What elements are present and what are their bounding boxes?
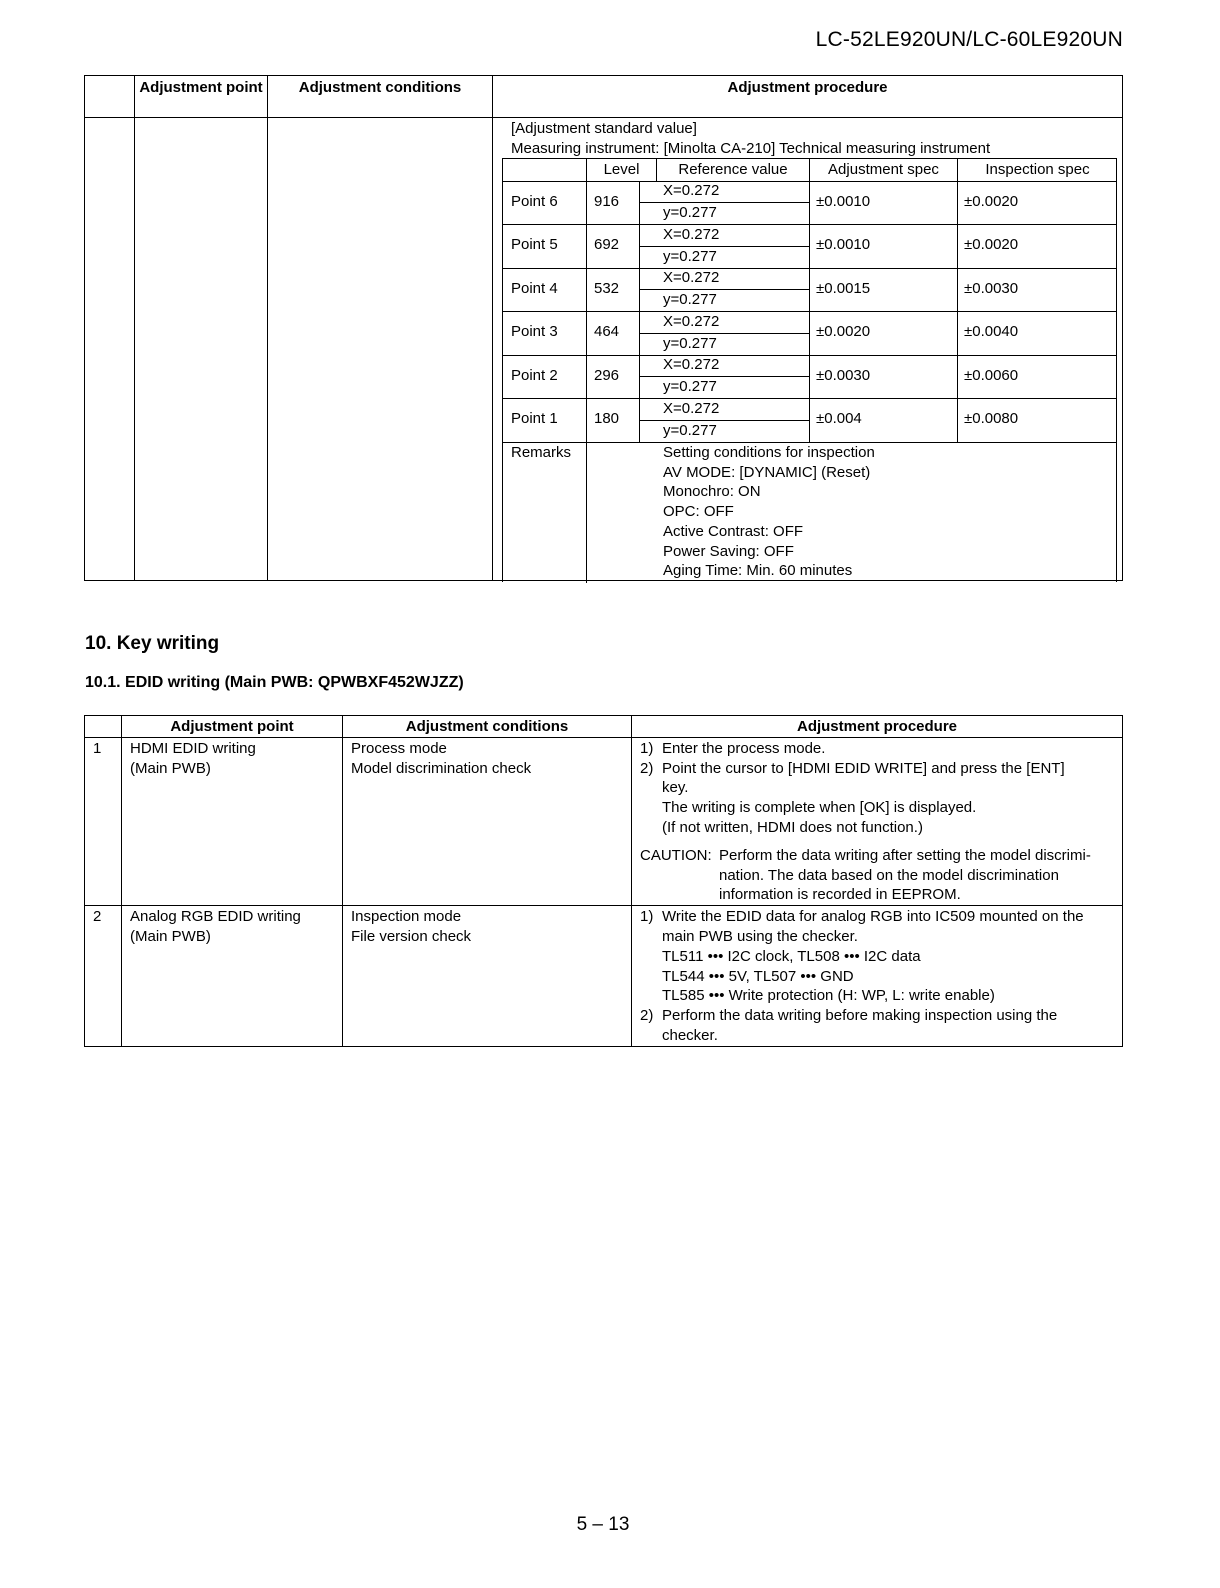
- remark-line: Active Contrast: OFF: [663, 522, 804, 540]
- level-value: 180: [594, 410, 620, 427]
- step-line: TL585 ••• Write protection (H: WP, L: write enable): [662, 987, 995, 1005]
- header-adjustment-conditions: Adjustment conditions: [298, 79, 462, 96]
- step-line: key.: [662, 779, 689, 797]
- point-line: Analog RGB EDID writing: [130, 908, 301, 926]
- point-line: (Main PWB): [130, 927, 211, 945]
- header-adjustment-procedure: Adjustment procedure: [727, 79, 888, 96]
- adjustment-conditions-cell: [343, 737, 632, 905]
- condition-line: Process mode: [351, 739, 447, 757]
- section-title: 10. Key writing: [85, 633, 220, 654]
- table-header-row: [85, 716, 1123, 738]
- divider: [586, 159, 587, 583]
- table-row: [85, 906, 1123, 1047]
- inspection-spec-value: ±0.0040: [964, 323, 1019, 340]
- reference-y: y=0.277: [663, 291, 717, 308]
- level-value: 916: [594, 193, 620, 210]
- condition-line: Model discrimination check: [351, 759, 532, 777]
- inspection-spec-value: ±0.0030: [964, 280, 1019, 297]
- divider: [957, 159, 958, 442]
- edid-writing-table: [84, 715, 1123, 1047]
- adjustment-table: [84, 75, 1123, 581]
- divider: [134, 76, 135, 580]
- standard-value-block: [511, 119, 990, 159]
- adjustment-spec-value: ±0.0015: [816, 280, 871, 297]
- caution-label: CAUTION:: [640, 846, 712, 864]
- step-line: TL511 ••• I2C clock, TL508 ••• I2C data: [662, 947, 921, 965]
- step-number: 2): [640, 759, 654, 777]
- inspection-spec-value: ±0.0020: [964, 236, 1019, 253]
- reference-y: y=0.277: [663, 204, 717, 221]
- model-number: LC-52LE920UN/LC-60LE920UN: [815, 28, 1123, 51]
- header-adjustment-procedure: Adjustment procedure: [632, 716, 1123, 738]
- adjustment-point-cell: [122, 906, 343, 1047]
- adjustment-spec-value: ±0.0020: [816, 323, 871, 340]
- point-label: Point 5: [511, 236, 558, 253]
- remarks-label: Remarks: [511, 444, 572, 461]
- point-line: (Main PWB): [130, 759, 211, 777]
- level-value: 296: [594, 367, 620, 384]
- divider: [267, 76, 268, 580]
- adjustment-spec-value: ±0.0030: [816, 367, 871, 384]
- section-subtitle: 10.1. EDID writing (Main PWB: QPWBXF452WJZZ): [85, 674, 464, 691]
- inspection-spec-value: ±0.0080: [964, 410, 1019, 427]
- reference-x: X=0.272: [663, 400, 720, 417]
- col-reference-value: Reference value: [678, 161, 788, 178]
- procedure-step: [640, 739, 1115, 759]
- step-line: Point the cursor to [HDMI EDID WRITE] and press the [ENT]: [662, 759, 1065, 777]
- caution-line: nation. The data based on the model discrimination: [719, 866, 1059, 884]
- divider: [503, 268, 1116, 269]
- row-number: 2: [85, 906, 122, 1047]
- divider: [492, 76, 493, 580]
- adjustment-procedure-cell: [632, 906, 1123, 1047]
- adjustment-procedure-cell: [632, 737, 1123, 905]
- procedure-step: [640, 907, 1115, 1006]
- col-inspection-spec: Inspection spec: [985, 161, 1090, 178]
- procedure-step: [640, 759, 1115, 838]
- caution-note: [640, 846, 1115, 905]
- header-number: [85, 716, 122, 738]
- caution-line: Perform the data writing after setting the model discrimi-: [719, 846, 1091, 864]
- adjustment-spec-value: ±0.0010: [816, 193, 871, 210]
- col-adjustment-spec: Adjustment spec: [828, 161, 939, 178]
- reference-y: y=0.277: [663, 335, 717, 352]
- point-label: Point 3: [511, 323, 558, 340]
- step-line: Perform the data writing before making inspection using the: [662, 1007, 1058, 1025]
- remark-line: Setting conditions for inspection: [663, 444, 875, 461]
- divider: [503, 398, 1116, 399]
- divider: [503, 224, 1116, 225]
- inspection-spec-value: ±0.0060: [964, 367, 1019, 384]
- point-label: Point 4: [511, 280, 558, 297]
- remark-line: Monochro: ON: [663, 483, 761, 501]
- divider: [503, 311, 1116, 312]
- divider: [809, 159, 810, 442]
- caution-line: information is recorded in EEPROM.: [719, 886, 961, 904]
- standard-value-table: [502, 158, 1117, 582]
- standard-title: [Adjustment standard value]: [511, 120, 697, 137]
- step-line: main PWB using the checker.: [662, 927, 858, 945]
- reference-x: X=0.272: [663, 269, 720, 286]
- procedure-step: [640, 1006, 1115, 1046]
- header-adjustment-conditions: Adjustment conditions: [343, 716, 632, 738]
- divider: [85, 117, 1122, 118]
- point-label: Point 2: [511, 367, 558, 384]
- table-row: [85, 737, 1123, 905]
- point-line: HDMI EDID writing: [130, 739, 256, 757]
- adjustment-spec-value: ±0.004: [816, 410, 862, 427]
- divider: [503, 181, 1116, 182]
- reference-y: y=0.277: [663, 422, 717, 439]
- header-adjustment-point: Adjustment point: [139, 79, 263, 96]
- reference-y: y=0.277: [663, 378, 717, 395]
- condition-line: Inspection mode: [351, 908, 462, 926]
- step-number: 1): [640, 739, 654, 757]
- row-number: 1: [85, 737, 122, 905]
- remark-line: AV MODE: [DYNAMIC] (Reset): [663, 463, 871, 481]
- step-number: 1): [640, 908, 654, 926]
- step-line: The writing is complete when [OK] is displayed.: [662, 799, 977, 817]
- header-adjustment-point: Adjustment point: [122, 716, 343, 738]
- step-line: (If not written, HDMI does not function.): [662, 818, 923, 836]
- adjustment-spec-value: ±0.0010: [816, 236, 871, 253]
- adjustment-conditions-cell: [343, 906, 632, 1047]
- divider: [503, 355, 1116, 356]
- reference-x: X=0.272: [663, 313, 720, 330]
- step-line: TL544 ••• 5V, TL507 ••• GND: [662, 967, 854, 985]
- instrument-line: Measuring instrument: [Minolta CA-210] Technical measuring instrument: [511, 140, 991, 157]
- condition-line: File version check: [351, 927, 472, 945]
- col-level: Level: [603, 161, 640, 178]
- reference-y: y=0.277: [663, 248, 717, 265]
- level-value: 692: [594, 236, 620, 253]
- step-line: Enter the process mode.: [662, 739, 826, 757]
- inspection-spec-value: ±0.0020: [964, 193, 1019, 210]
- reference-x: X=0.272: [663, 226, 720, 243]
- step-number: 2): [640, 1007, 654, 1025]
- step-line: Write the EDID data for analog RGB into IC509 mounted on the: [662, 908, 1084, 926]
- level-value: 532: [594, 280, 620, 297]
- remarks-list: [663, 443, 875, 581]
- level-value: 464: [594, 323, 620, 340]
- remark-line: Power Saving: OFF: [663, 542, 794, 560]
- adjustment-point-cell: [122, 737, 343, 905]
- page-number: 5 – 13: [576, 1514, 630, 1535]
- reference-x: X=0.272: [663, 182, 720, 199]
- point-label: Point 6: [511, 193, 558, 210]
- point-label: Point 1: [511, 410, 558, 427]
- remark-line: OPC: OFF: [663, 503, 734, 521]
- reference-x: X=0.272: [663, 356, 720, 373]
- remark-line: Aging Time: Min. 60 minutes: [663, 562, 853, 580]
- step-line: checker.: [662, 1026, 718, 1044]
